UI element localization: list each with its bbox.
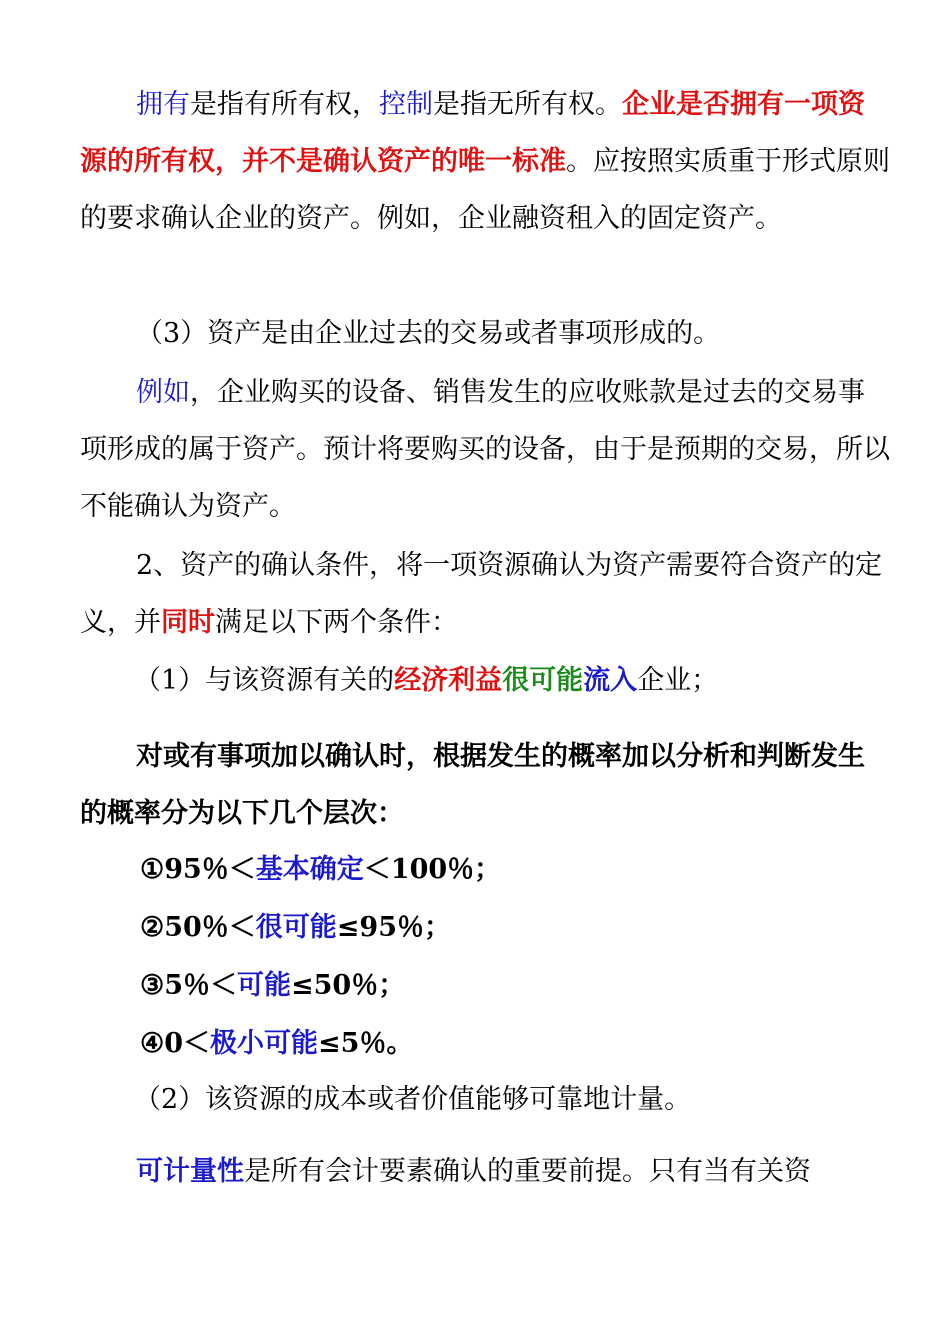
level-item [140,906,451,950]
paragraph-probability-levels: 对或有事项加以确认时，根据发生的概率加以分析和判断发生的概率分为以下几个层次： [80,741,865,829]
highlight-economic-benefit: 经济利益 [394,665,503,696]
text: ≤50％； [291,970,406,1001]
text: ③5％＜ [140,970,237,1001]
paragraph-condition-2: （2）该资源的成本或者价值能够可靠地计量。 [134,1084,692,1115]
term-measurability: 可计量性 [136,1156,244,1187]
text: 是所有会计要素确认的重要前提。只有当有关资 [244,1156,811,1187]
text: 是指无所有权。 [433,89,622,120]
paragraph-recognition-conditions [80,537,890,651]
text: ④0＜ [140,1028,210,1059]
text: 企业； [637,665,719,696]
text: 满足以下两个条件： [215,607,458,638]
paragraph-example [80,364,890,535]
text: ②50％＜ [140,912,256,943]
highlight-simultaneous: 同时 [161,607,215,638]
paragraph-measurability [80,1143,890,1200]
level-term: 极小可能 [210,1028,318,1059]
level-item [140,848,501,892]
term-control: 控制 [379,89,433,120]
level-term: 可能 [237,970,291,1001]
level-item [140,964,405,1008]
text: （1）与该资源有关的 [134,665,395,696]
text: 2、资产的确认条件，将一项资源确认为资产需要符合资产的定义，并 [80,550,883,638]
text: ＜100％； [363,854,502,885]
text: ≤95％； [336,912,451,943]
level-term: 基本确定 [255,854,364,885]
highlight-red: 企业是否拥有一项资源的所有权，并不是确认资产的唯一标准 [80,89,865,177]
level-item [140,1022,413,1066]
paragraph-ownership [80,76,890,247]
text: 。应按照实质重于形式原则的要求确认企业的资产。例如，企业融资租入的固定资产。 [80,146,890,234]
term-own: 拥有 [136,89,190,120]
text: ≤5％。 [318,1028,414,1059]
highlight-probable: 很可能 [502,665,584,696]
text: ①95％＜ [140,854,256,885]
text: 是指有所有权， [190,89,379,120]
highlight-inflow: 流入 [583,665,638,696]
term-example: 例如 [136,377,190,408]
paragraph-condition-1 [134,652,894,709]
level-term: 很可能 [255,912,337,943]
paragraph-past-transaction: （3）资产是由企业过去的交易或者事项形成的。 [136,318,721,349]
text: ，企业购买的设备、销售发生的应收账款是过去的交易事项形成的属于资产。预计将要购买的设备，由于是预期的交易，所以不能确认为资产。 [80,377,890,522]
